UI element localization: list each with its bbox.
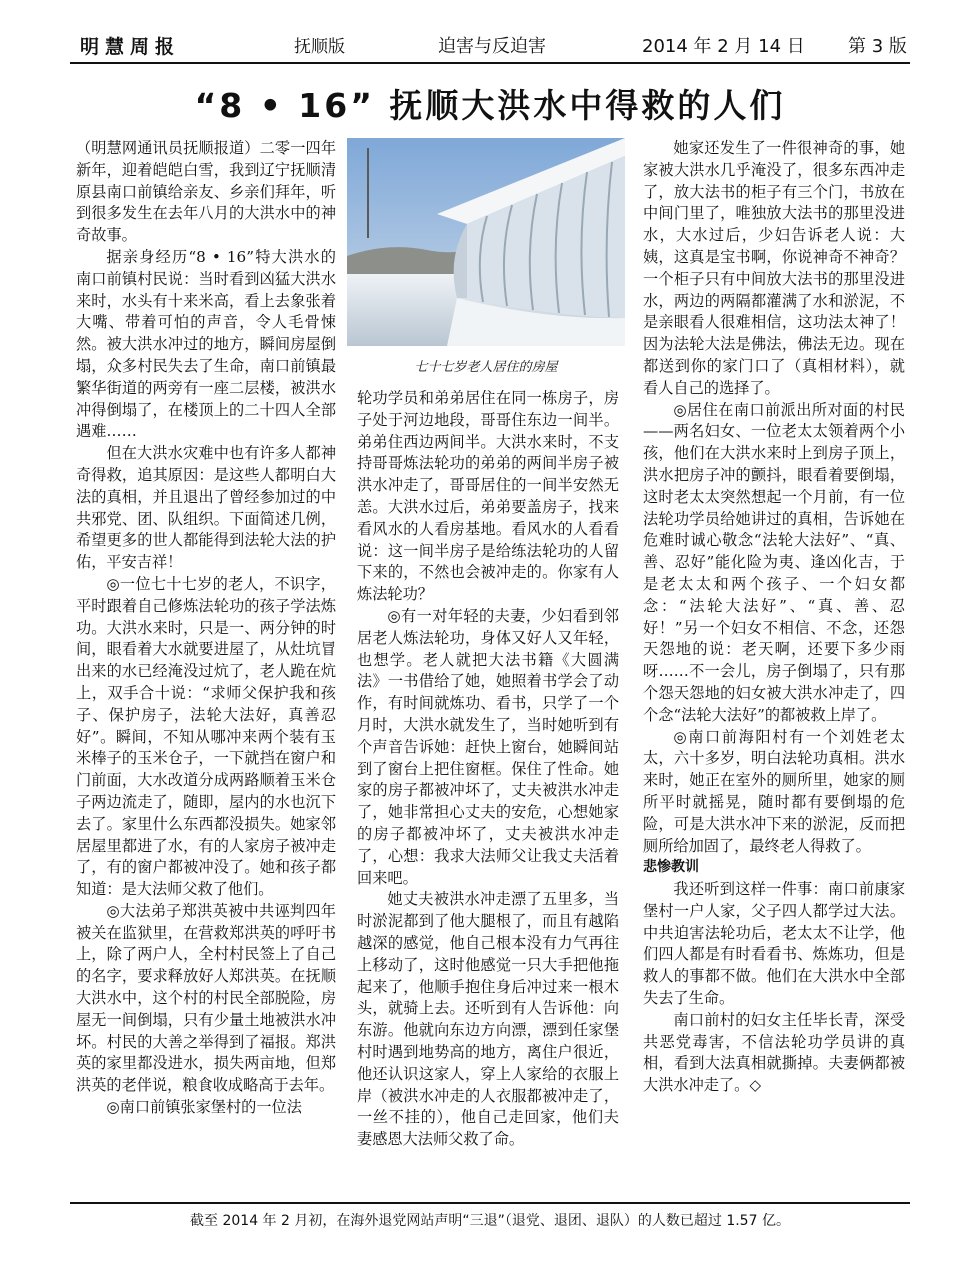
- issue-date: 2014 年 2 月 14 日: [642, 36, 805, 57]
- header-rule: [70, 62, 910, 64]
- paragraph: 她丈夫被洪水冲走漂了五里多，当时淤泥都到了他大腿根了，而且有越陷越深的感觉，他自己根本没有力气再往上移动了，这时他感觉一只大手把他拖起来了，他顺手抱住身后冲过来一根木头，就骑上去。还听到有人告诉他：向东游。他就向东边方向漂，漂到任家堡村时遇到地势高的地方，离住户很近，他还认识这家人，穿上人家给的衣服上岸（被洪水冲走的人衣服都被冲走了，一丝不挂的），他自己走回家，他们夫妻感恩大法师父救了命。: [357, 890, 619, 1149]
- article-title: “8 • 16” 抚顺大洪水中得救的人们: [194, 86, 786, 125]
- paragraph: ◎南口前镇张家堡村的一位法: [106, 1098, 302, 1117]
- paragraph: 据亲身经历“8 • 16”特大洪水的南口前镇村民说：当时看到凶猛大洪水来时，水头有十来米高，看上去象张着大嘴、带着可怕的声音，令人毛骨悚然。被大洪水冲过的地方，瞬间房屋倒塌，众多村民失去了生命，南口前镇最繁华街道的两旁有一座二层楼，被洪水冲得倒塌了，在楼顶上的二十四人全部遇难……: [76, 247, 336, 441]
- house-photo: [347, 138, 625, 346]
- footer-notice: 截至 2014 年 2 月初，在海外退党网站声明“三退”（退党、退团、退队）的人数已超过 1.57 亿。: [190, 1213, 790, 1229]
- paragraph: 我还听到这样一件事：南口前康家堡村一户人家，父子四人都学过大法。中共迫害法轮功后，老太太不让学，他们四人都是有时看看书、炼炼功，但是救人的事都不做。他们在大洪水中全部失去了生命。: [643, 880, 905, 1008]
- footer-rule: [70, 1202, 910, 1204]
- paragraph: 轮功学员和弟弟居住在同一栋房子，房子处于河边地段，哥哥住东边一间半。弟弟住西边两间半。大洪水来时，不支持哥哥炼法轮功的弟弟的两间半房子被洪水冲走了，哥哥居住的一间半安然无恙。大洪水过后，弟弟要盖房子，找来看风水的人看房基地。看风水的人看看说：这一间半房子是给练法轮功的人留下来的，不然也会被冲走的。你家有人炼法轮功？: [357, 389, 619, 604]
- paragraph: （明慧网通讯员抚顺报道）二零一四年新年，迎着皑皑白雪，我到辽宁抚顺清原县南口前镇给亲友、乡亲们拜年，听到很多发生在去年八月的大洪水中的神奇故事。: [76, 139, 336, 245]
- paragraph: ◎居住在南口前派出所对面的村民——两名妇女、一位老太太领着两个小孩，他们在大洪水来时上到房子顶上，洪水把房子冲的颤抖，眼看着要倒塌，这时老太太突然想起一个月前，有一位法轮功学员给她讲过的真相，告诉她在危难时诚心敬念“法轮大法好”、“真、善、忍好”能化险为夷、逢凶化吉，于是老太太和两个孩子、一个妇女都念：“法轮大法好”、“真、善、忍好！”另一个妇女不相信、不念，还怨天怨地的说：老天啊，还要下多少雨呀……不一会儿，房子倒塌了，只有那个怨天怨地的妇女被大洪水冲走了，四个念“法轮大法好”的都被救上岸了。: [643, 400, 905, 724]
- paragraph: ◎南口前海阳村有一个刘姓老太太，六十多岁，明白法轮功真相。洪水来时，她正在室外的厕所里，她家的厕所平时就摇晃，随时都有要倒塌的危险，可是大洪水冲下来的淤泥，反而把厕所给加固了，最终老人得救了。: [643, 727, 905, 855]
- paragraph: 她家还发生了一件很神奇的事，她家被大洪水几乎淹没了，很多东西冲走了，放大法书的柜子有三个门，书放在中间门里了，唯独放大法书的那里没进水，大水过后，少妇告诉老人说：大姨，这真是宝书啊，你说神奇不神奇？一个柜子只有中间放大法书的那里没进水，两边的两隔都灌满了水和淤泥，不是亲眼看人很难相信，这功法太神了！因为法轮大法是佛法，佛法无边。现在都送到你的家门口了（真相材料），就看人自己的选择了。: [643, 139, 905, 397]
- paragraph: ◎一位七十七岁的老人，不识字，平时跟着自己修炼法轮功的孩子学法炼功。大洪水来时，只是一、两分钟的时间，眼看着大水就要进屋了，从灶坑冒出来的水已经淹没过炕了，老人跪在炕上，双手合十说：“求师父保护我和孩子、保护房子，法轮大法好，真善忍好”。瞬间，不知从哪冲来两个装有玉米棒子的玉米仓子，一下就挡在窗户和门前面，大水改道分成两路顺着玉米仓子两边流走了，随即，屋内的水也沉下去了。家里什么东西都没损失。她家邻居屋里都进了水，有的人家房子被冲走了，有的窗户都被冲没了。她和孩子都知道：是大法师父救了他们。: [76, 574, 336, 899]
- article-column-2: [357, 388, 619, 1198]
- newspaper-name: 明慧周报: [80, 36, 181, 58]
- section-heading: 悲惨教训: [643, 859, 699, 876]
- section-title: 迫害与反迫害: [438, 36, 546, 57]
- paragraph: ◎大法弟子郑洪英被中共诬判四年被关在监狱里，在营救郑洪英的呼吁书上，除了两户人，全村村民签上了自己的名字，要求释放好人郑洪英。在抚顺大洪水中，这个村的村民全部脱险，房屋无一间倒塌，只有少量土地被洪水冲坏。村民的大善之举得到了福报。郑洪英的家里都没进水，损失两亩地，但郑洪英的老伴说，粮食收成略高于去年。: [76, 901, 336, 1095]
- page-number: 第 3 版: [848, 36, 907, 57]
- edition-label: 抚顺版: [294, 37, 345, 57]
- paragraph: 但在大洪水灾难中也有许多人都神奇得救，追其原因：是这些人都明白大法的真相，并且退出了曾经参加过的中共邪党、团、队组织。下面简述几例，希望更多的世人都能得到法轮大法的护佑，平安吉祥！: [76, 444, 336, 572]
- paragraph: ◎有一对年轻的夫妻，少妇看到邻居老人炼法轮功，身体又好人又年轻，也想学。老人就把大法书籍《大圆满法》一书借给了她，她照着书学会了动作，有时间就炼功、看书，只学了一个月时，大洪水就发生了，当时她听到有个声音告诉她：赶快上窗台，她瞬间站到了窗台上把住窗框。保住了性命。她家的房子都被冲坏了，丈夫被洪水冲走了，她非常担心丈夫的安危，心想她家的房子都被冲坏了，丈夫被洪水冲走了，心想：我求大法师父让我丈夫活着回来吧。: [357, 606, 619, 887]
- article-column-3: [643, 138, 905, 1198]
- article-column-1: [76, 138, 336, 1198]
- paragraph: 南口前村的妇女主任毕长青，深受共恶党毒害，不信法轮功学员讲的真相，看到大法真相就撕掉。夫妻俩都被大洪水冲走了。◇: [643, 1010, 905, 1095]
- photo-caption: 七十七岁老人居住的房屋: [414, 360, 558, 375]
